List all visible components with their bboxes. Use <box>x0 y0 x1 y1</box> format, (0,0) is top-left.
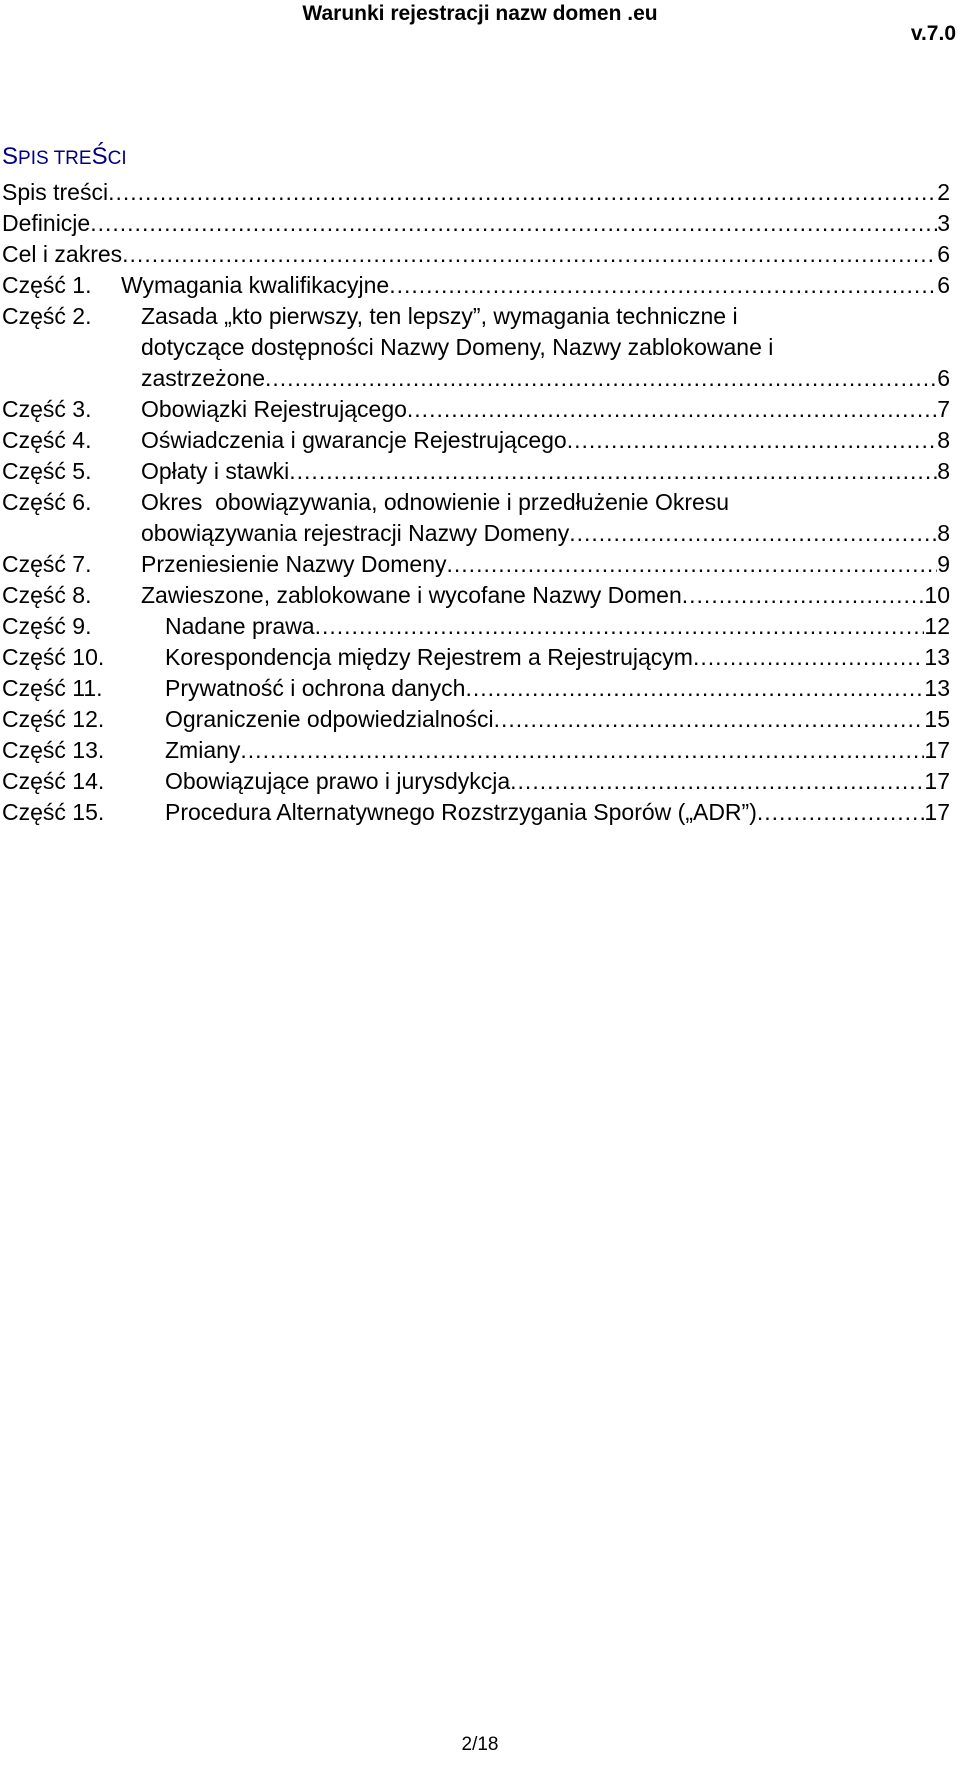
dot-leader <box>240 735 924 765</box>
toc-entry-leader <box>165 611 950 641</box>
toc-entry-czesc-5[interactable] <box>2 456 950 486</box>
toc-heading-initial: S <box>2 143 19 170</box>
dot-leader <box>407 394 937 424</box>
page-number: 2/18 <box>461 1734 499 1755</box>
toc-entry-leader <box>121 270 950 300</box>
toc-entry-page: 13 <box>924 675 950 701</box>
toc-entry-czesc-7[interactable] <box>2 549 950 579</box>
toc-entry-czesc-2[interactable] <box>2 301 950 331</box>
toc-entry-page: 6 <box>937 241 950 267</box>
toc-entry-text: Obowiązki Rejestrującego <box>141 396 407 422</box>
toc-entry-text: obowiązywania rejestracji Nazwy Domeny <box>141 520 570 546</box>
toc-entry-czesc-2-last <box>2 363 950 393</box>
toc-entry-text: Definicje <box>2 210 91 236</box>
toc-entry-czesc-4[interactable] <box>2 425 950 455</box>
dot-leader <box>447 549 938 579</box>
toc-entry-leader <box>165 642 950 672</box>
toc-entry-page: 8 <box>937 520 950 546</box>
toc-entry-page: 6 <box>937 272 950 298</box>
toc-entry-text: Procedura Alternatywnego Rozstrzygania Sporów („ADR”) <box>165 799 757 825</box>
toc-entry-leader <box>141 425 950 455</box>
toc-entry-label: Część 2. <box>2 303 92 329</box>
toc-entry-text: zastrzeżone <box>141 365 266 391</box>
toc-entry-page: 10 <box>924 582 950 608</box>
toc-entry-text: Nadane prawa <box>165 613 315 639</box>
toc-entry-czesc-3[interactable] <box>2 394 950 424</box>
document-header-title: Warunki rejestracji nazw domen .eu <box>302 2 658 25</box>
toc-entry-text: Oświadczenia i gwarancje Rejestrującego <box>141 427 567 453</box>
dot-leader <box>122 239 937 269</box>
toc-entry-label: Część 1. <box>2 272 92 298</box>
toc-entry-label: Część 13. <box>2 737 105 763</box>
toc-entry-leader <box>141 549 950 579</box>
toc-entry-leader <box>2 208 950 238</box>
toc-entry-text-line-1: Okres obowiązywania, odnowienie i przedłużenie Okresu <box>141 489 730 515</box>
toc-entry-label: Część 11. <box>2 675 103 701</box>
dot-leader <box>389 270 937 300</box>
toc-entry-label: Część 3. <box>2 396 92 422</box>
toc-entry-leader <box>2 239 950 269</box>
toc-entry-label: Część 10. <box>2 644 105 670</box>
dot-leader <box>757 797 925 827</box>
toc-entry-leader <box>141 394 950 424</box>
dot-leader <box>465 673 924 703</box>
toc-entry-czesc-6[interactable] <box>2 487 950 517</box>
toc-heading-part-1: PIS TRE <box>18 148 92 169</box>
dot-leader <box>693 642 924 672</box>
dot-leader <box>289 456 937 486</box>
dot-leader <box>510 766 924 796</box>
toc-heading-part-2: CI <box>107 148 127 169</box>
toc-entry-czesc-6-last <box>2 518 950 548</box>
toc-entry-label: Część 14. <box>2 768 105 794</box>
toc-entry-text: Korespondencja między Rejestrem a Rejestrującym <box>165 644 693 670</box>
toc-heading-initial-2: Ś <box>91 143 108 170</box>
toc-entry-definicje[interactable] <box>2 208 950 238</box>
toc-entry-text: Obowiązujące prawo i jurysdykcja <box>165 768 511 794</box>
toc-entry-czesc-1[interactable] <box>2 270 950 300</box>
toc-entry-cel-i-zakres[interactable] <box>2 239 950 269</box>
dot-leader <box>567 425 937 455</box>
dot-leader <box>90 208 937 238</box>
toc-entry-leader <box>2 177 950 207</box>
dot-leader <box>265 363 937 393</box>
toc-entry-czesc-9[interactable] <box>2 611 950 641</box>
toc-entry-czesc-13[interactable] <box>2 735 950 765</box>
toc-entry-page: 17 <box>924 799 950 825</box>
toc-entry-label: Część 15. <box>2 799 105 825</box>
toc-entry-label: Część 9. <box>2 613 92 639</box>
dot-leader <box>494 704 925 734</box>
toc-entry-page: 9 <box>937 551 950 577</box>
toc-entry-label: Część 4. <box>2 427 92 453</box>
toc-entry-czesc-10[interactable] <box>2 642 950 672</box>
toc-entry-text: Zmiany <box>165 737 241 763</box>
toc-entry-page: 17 <box>924 768 950 794</box>
toc-entry-page: 12 <box>924 613 950 639</box>
toc-entry-label: Część 5. <box>2 458 92 484</box>
toc-entry-spis-tresci[interactable] <box>2 177 950 207</box>
toc-entry-leader <box>141 363 950 393</box>
toc-entry-page: 3 <box>937 210 950 236</box>
toc-entry-page: 7 <box>937 396 950 422</box>
toc-entry-leader <box>165 766 950 796</box>
toc-entry-text-line-1: Zasada „kto pierwszy, ten lepszy”, wymagania techniczne i <box>141 303 738 329</box>
toc-entry-text: Prywatność i ochrona danych <box>165 675 466 701</box>
toc-entry-leader <box>165 797 950 827</box>
toc-entry-czesc-2-continued <box>2 332 950 362</box>
dot-leader <box>108 177 937 207</box>
toc-entry-text: Zawieszone, zablokowane i wycofane Nazwy Domen <box>141 582 682 608</box>
toc-entry-page: 17 <box>924 737 950 763</box>
toc-entry-czesc-11[interactable] <box>2 673 950 703</box>
toc-entry-leader <box>165 735 950 765</box>
toc-entry-text: Wymagania kwalifikacyjne <box>121 272 390 298</box>
toc-entry-label: Część 8. <box>2 582 92 608</box>
toc-entry-czesc-8[interactable] <box>2 580 950 610</box>
toc-entry-text: Cel i zakres <box>2 241 123 267</box>
dot-leader <box>682 580 925 610</box>
toc-entry-text: Opłaty i stawki <box>141 458 290 484</box>
toc-entry-czesc-12[interactable] <box>2 704 950 734</box>
toc-entry-czesc-15[interactable] <box>2 797 950 827</box>
toc-entry-text: Spis treści <box>2 179 109 205</box>
toc-entry-label: Część 7. <box>2 551 92 577</box>
toc-entry-leader <box>141 456 950 486</box>
toc-entry-page: 8 <box>937 427 950 453</box>
toc-entry-page: 13 <box>924 644 950 670</box>
toc-entry-page: 2 <box>937 179 950 205</box>
toc-entry-leader <box>141 518 950 548</box>
toc-entry-czesc-14[interactable] <box>2 766 950 796</box>
dot-leader <box>315 611 925 641</box>
toc-entry-page: 6 <box>937 365 950 391</box>
toc-entry-text-line-2: dotyczące dostępności Nazwy Domeny, Nazwy zablokowane i <box>141 334 774 360</box>
toc-entry-text: Przeniesienie Nazwy Domeny <box>141 551 447 577</box>
toc-heading <box>2 145 127 171</box>
dot-leader <box>569 518 937 548</box>
toc-entry-label: Część 12. <box>2 706 105 732</box>
toc-entry-page: 15 <box>924 706 950 732</box>
toc-entry-leader <box>141 580 950 610</box>
toc-entry-leader <box>165 673 950 703</box>
toc-entry-leader <box>165 704 950 734</box>
toc-entry-label: Część 6. <box>2 489 92 515</box>
document-version: v.7.0 <box>910 22 956 45</box>
toc-entry-page: 8 <box>937 458 950 484</box>
toc-entry-text: Ograniczenie odpowiedzialności <box>165 706 494 732</box>
